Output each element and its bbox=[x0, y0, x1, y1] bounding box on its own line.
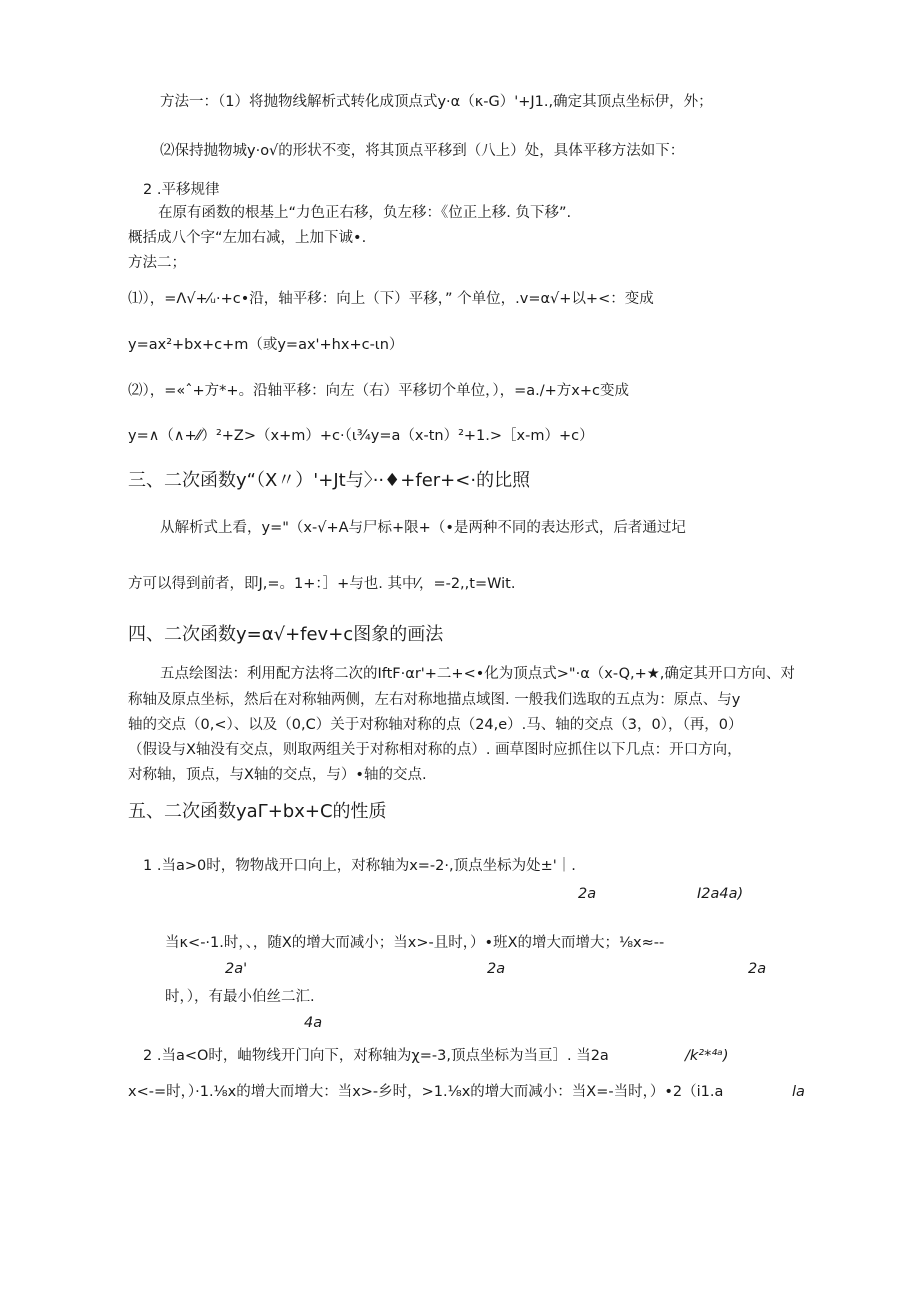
line-property-2: 2 .当a<O时，岫物线开门向下，对称轴为χ=-3,顶点坐标为当亘］. 当2a bbox=[143, 1048, 609, 1064]
formula-vertical-shift: y=ax²+bx+c+m（或y=ax'+hx+c-ιn） bbox=[128, 337, 404, 353]
line-translation-rule-text: 在原有函数的根基上“力色正右移，负左移：《位正上移. 负下移”. bbox=[158, 205, 572, 221]
line-five-point-5: 对称轴，顶点，与X轴的交点，与）•轴的交点. bbox=[128, 767, 427, 783]
line-comparison-text: 从解析式上看，y="（x-√+A与尸标+限+（•是两种不同的表达形式，后者通过圮 bbox=[160, 520, 686, 536]
line-method-two: 方法二； bbox=[128, 255, 186, 271]
line-keep-shape: ⑵保持抛物城y·o√的形状不变，将其顶点平移到（八上）处，具体平移方法如下： bbox=[160, 143, 685, 159]
line-property-2-monotonic: x<-=时，）·1.⅛x的增大而增大：当x>-乡时，>1.⅛x的增大而减小：当X=-当时，）•2（i1.a bbox=[128, 1084, 724, 1100]
line-property-1: 1 .当a>0时，物物战开口向上，对称轴为x=-2·,顶点坐标为处±'｜. bbox=[143, 858, 576, 874]
line-five-point-4: （假设与X轴没有交点，则取两组关于对称相对称的点）. 画草图时应抓住以下几点：开口方向， bbox=[128, 742, 742, 758]
line-comparison-text-2: 方可以得到前者，即J,=。1+：］+与也. 其中⁄，=-2,,t=Wit. bbox=[128, 576, 516, 592]
line-property-1-minimum: 时，），有最小伯丝二汇. bbox=[165, 989, 315, 1005]
fraction-denominator-2a-c: 2a bbox=[748, 961, 767, 977]
fraction-vertex-fragment: /k²*⁴ᵃ) bbox=[685, 1048, 729, 1064]
line-property-1-monotonic: 当κ<-·1.时，、，随X的增大而减小；当x>-且时，）•班X的增大而增大；⅛x≈-- bbox=[165, 935, 665, 951]
fraction-denominator-2a: 2a bbox=[578, 886, 597, 902]
heading-comparison: 三、二次函数y“（X〃）'+Jt与〉··♦+fer+<·的比照 bbox=[128, 470, 531, 491]
fraction-denominator-vertex: I2a4a) bbox=[697, 886, 744, 902]
line-method-one: 方法一：（1）将抛物线解析式转化成顶点式y·α（κ-G）'+J1.,确定其顶点坐标伊，外； bbox=[160, 94, 713, 110]
line-summary-eight-chars: 概括成八个字“左加右减，上加下诚•. bbox=[128, 230, 367, 246]
formula-horizontal-shift: y=∧（∧+⁄⁄）²+Z>（x+m）+c·（ι¾y=a（x-tn）²+1.>［x-m）+c） bbox=[128, 428, 594, 444]
line-five-point-1: 五点绘图法：利用配方法将二次的IftF·αr'+二+<•化为顶点式>"·α（x-Q,+★,确定其开口方向、对 bbox=[160, 666, 795, 682]
line-translation-rule-title: 2 .平移规律 bbox=[143, 182, 220, 198]
heading-drawing-method: 四、二次函数y=α√+fev+c图象的画法 bbox=[128, 624, 444, 645]
line-vertical-shift: ⑴），=Λ√+⁄ᵤ·+c•沿，轴平移：向上（下）平移，” 个单位，.v=α√+以+<：变成 bbox=[128, 291, 654, 307]
fraction-denominator-4a: 4a bbox=[304, 1015, 323, 1031]
line-five-point-2: 称轴及原点坐标，然后在对称轴两侧，左右对称地描点域图. 一般我们选取的五点为：原点、与y bbox=[128, 692, 741, 708]
fraction-denominator-2a-a: 2a' bbox=[225, 961, 248, 977]
line-horizontal-shift: ⑵），=«ˆ+方*+。沿轴平移：向左（右）平移切个单位，），=a./+方x+c变成 bbox=[128, 383, 629, 399]
fraction-fragment-la: la bbox=[792, 1084, 805, 1100]
line-five-point-3: 轴的交点（0,<）、以及（0,C）关于对称轴对称的点（24,e）.马、轴的交点（3，0），（再，0） bbox=[128, 717, 743, 733]
heading-properties: 五、二次函数yaΓ+bx+C的性质 bbox=[128, 801, 387, 822]
fraction-denominator-2a-b: 2a bbox=[487, 961, 506, 977]
